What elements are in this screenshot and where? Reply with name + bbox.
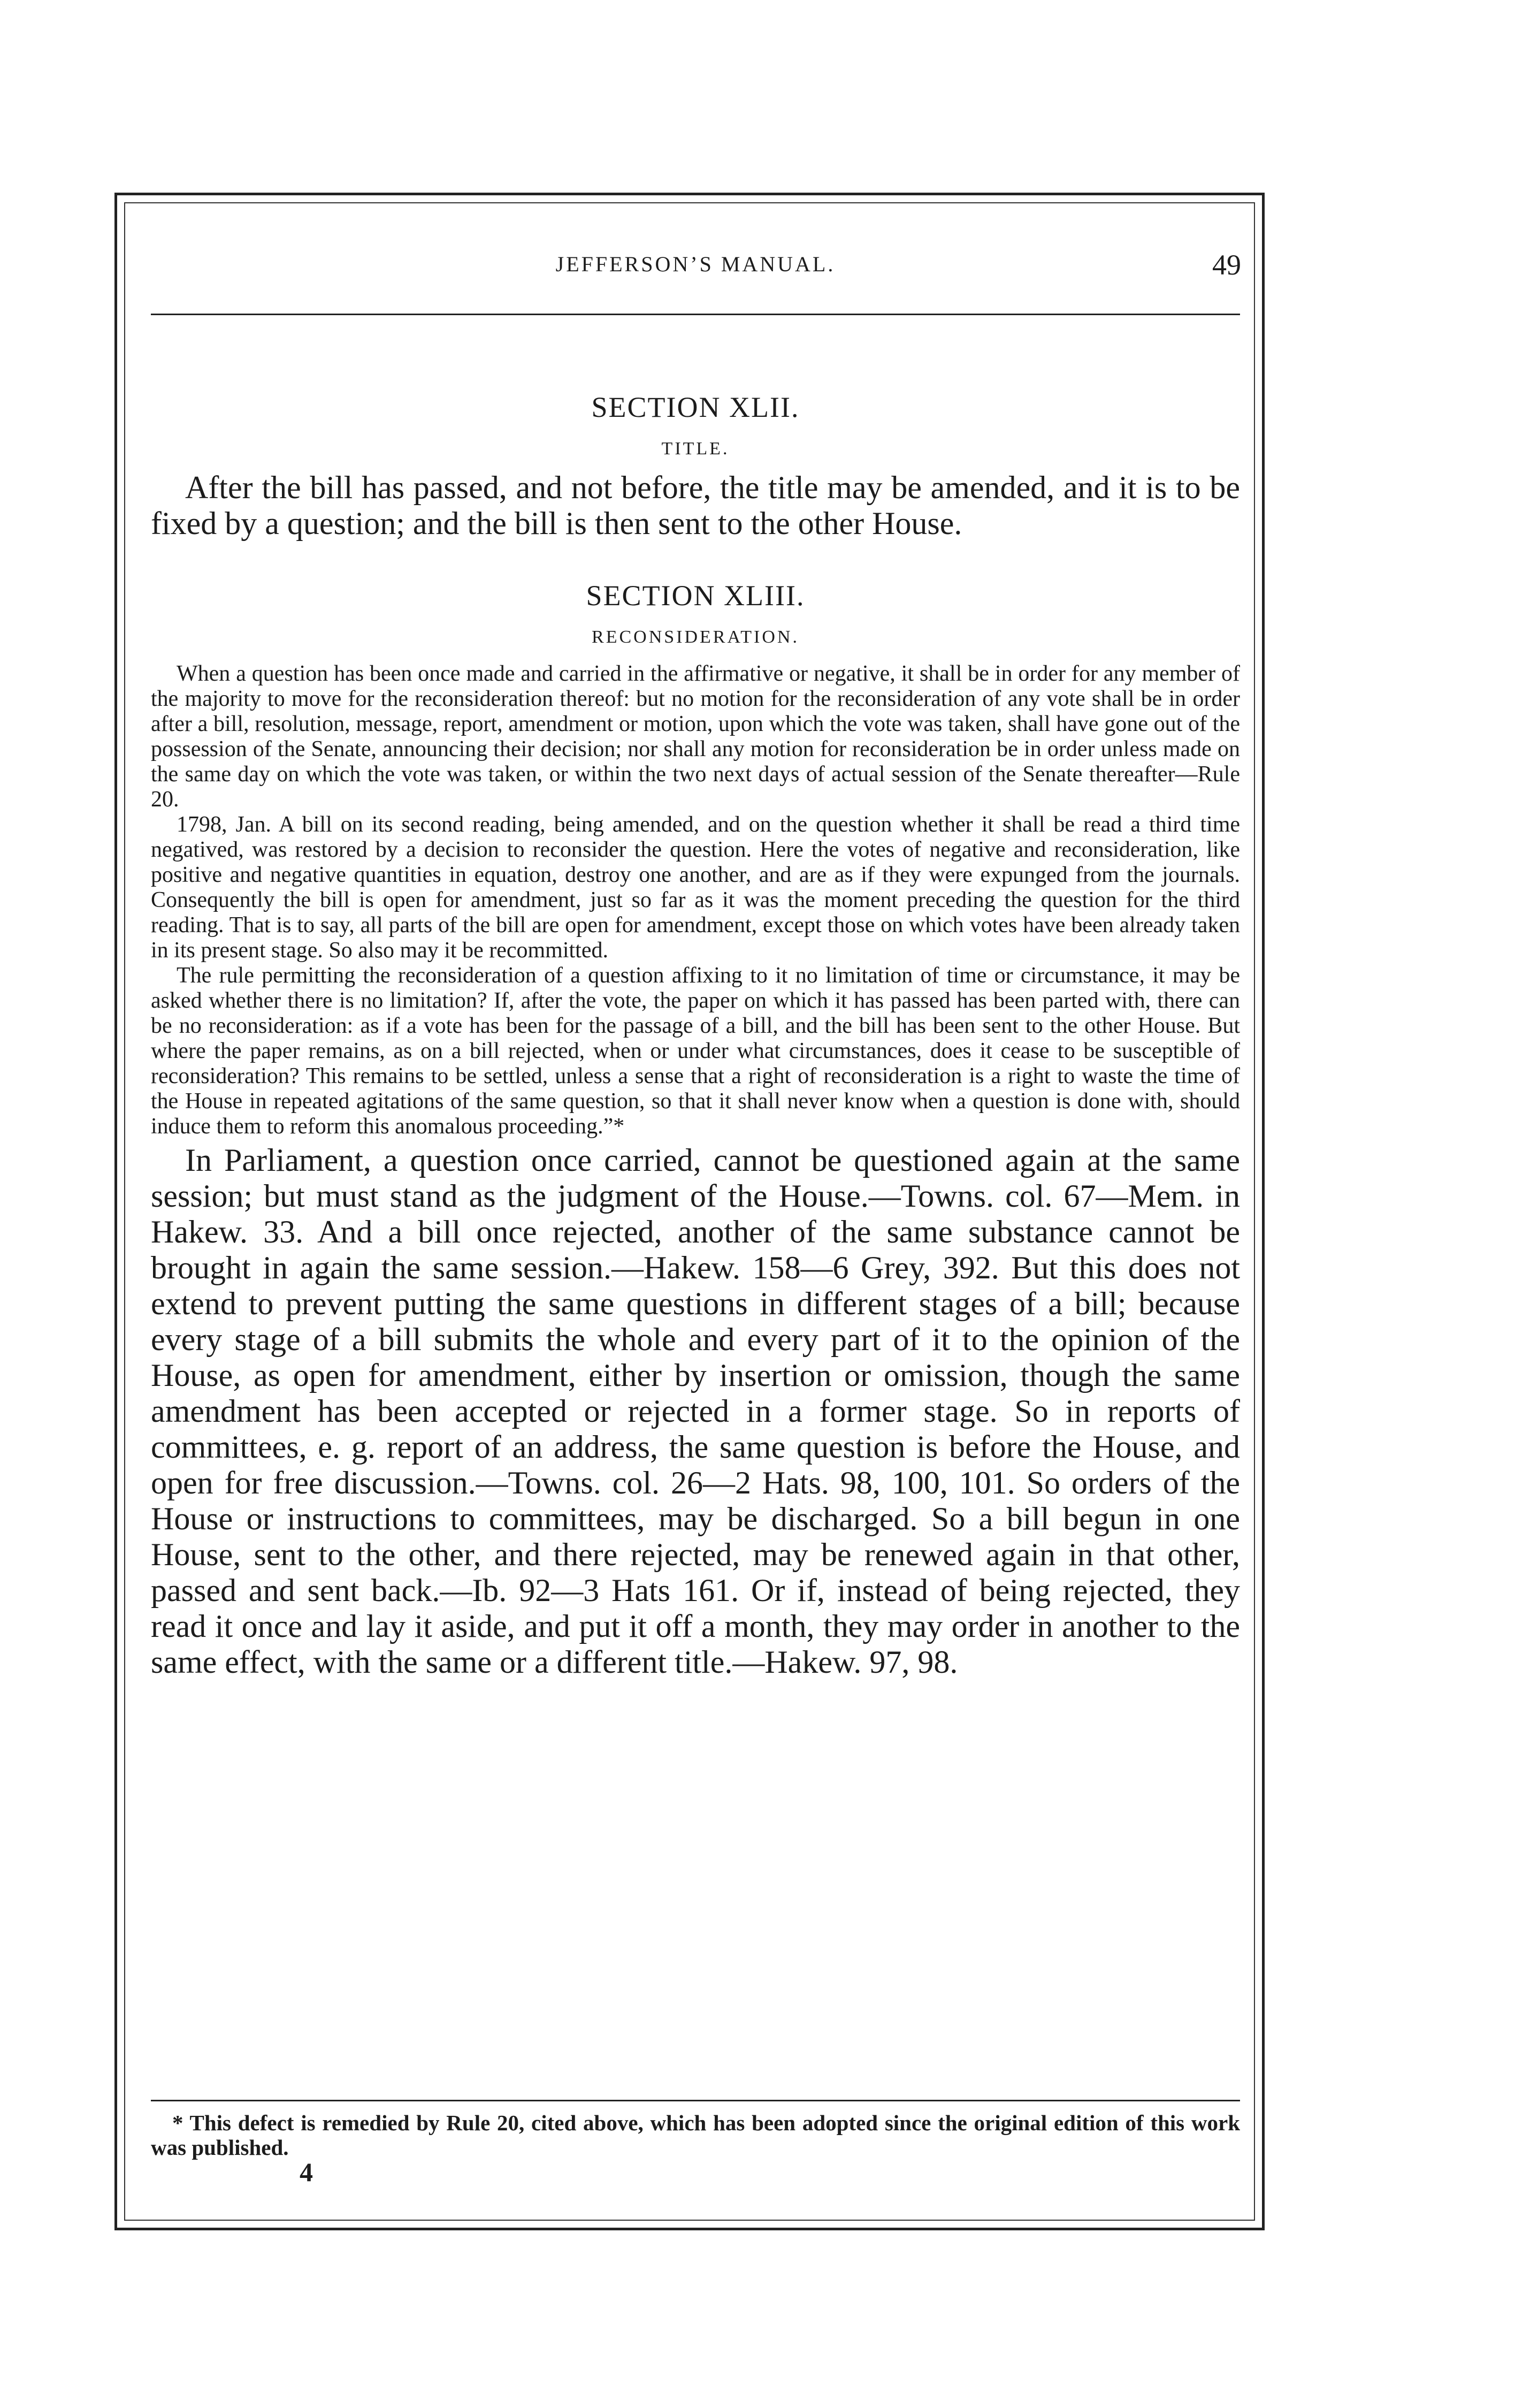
limitation-paragraph: The rule permitting the reconsideration of a question affixing to it no limitation of time or circumstance, it may be asked whether there is no limitation? If, after the vote, the paper on which it has passed has been parted with, there can be no reconsideration: as if a vote has been for the passage of a bill, and the bill has been sent to the other House. But where the paper remains, as on a bill rejected, when or under what circumstances, does it cease to be susceptible of reconsideration? This remains to be settled, unless a sense that a right of reconsideration is a right to waste the time of the House in repeated agitations of the same question, so that it shall never know when a question is done with, should induce them to reform this anomalous proceeding.”* (151, 963, 1240, 1139)
senate-rule-block (151, 661, 1240, 1139)
running-title: JEFFERSON’S MANUAL. (555, 252, 836, 276)
header-rule (151, 314, 1240, 315)
section-42-heading: SECTION XLII. (591, 391, 800, 423)
section-43-subheading: RECONSIDERATION. (592, 627, 799, 647)
footnote: * This defect is remedied by Rule 20, cited above, which has been adopted since the original edition of this work was published. (151, 2110, 1240, 2160)
section-42-subheading: TITLE. (661, 439, 730, 459)
parliament-paragraph: In Parliament, a question once carried, cannot be questioned again at the same session; but must stand as the judgment of the House.—Towns. col. 67—Mem. in Hakew. 33. And a bill once rejected, another of the same substance cannot be brought in again the same session.—Hakew. 158—6 Grey, 392. But this does not extend to prevent putting the same questions in different stages of a bill; because every stage of a bill submits the whole and every part of it to the opinion of the House, as open for amendment, either by insertion or omission, though the same amendment has been accepted or rejected in a former stage. So in reports of committees, e. g. report of an address, the same question is before the House, and open for free discussion.—Towns. col. 26—2 Hats. 98, 100, 101. So orders of the House or instructions to committees, may be discharged. So a bill begun in one House, sent to the other, and there rejected, may be renewed again in that other, passed and sent back.—Ib. 92—3 Hats 161. Or if, instead of being rejected, they read it once and lay it aside, and put it off a month, they may order in another to the same effect, with the same or a different title.—Hakew. 97, 98. (151, 1142, 1240, 1680)
precedent-paragraph: 1798, Jan. A bill on its second reading, being amended, and on the question whether it shall be read a third time negatived, was restored by a decision to reconsider the question. Here the votes of negative and reconsideration, like positive and negative quantities in equation, destroy one another, and are as if they were expunged from the journals. Consequently the bill is open for amendment, just so far as it was the moment preceding the question for the third reading. That is to say, all parts of the bill are open for amendment, except those on which votes have been already taken in its present stage. So also may it be recommitted. (151, 812, 1240, 963)
section-42-text: After the bill has passed, and not before, the title may be amended, and it is to be fixed by a question; and the bill is then sent to the other House. (151, 470, 1240, 541)
page-number: 49 (1212, 249, 1241, 281)
signature-mark: 4 (300, 2157, 313, 2187)
rule-paragraph: When a question has been once made and carried in the affirmative or negative, it shall be in order for any member of the majority to move for the reconsideration thereof: but no motion for the reconsideration of any vote shall be in order after a bill, resolution, message, report, amendment or motion, upon which the vote was taken, shall have gone out of the possession of the Senate, announcing their decision; nor shall any motion for reconsideration be in order unless made on the same day on which the vote was taken, or within the two next days of actual session of the Senate thereafter—Rule 20. (151, 661, 1240, 812)
footnote-rule (151, 2100, 1240, 2101)
page-header (150, 249, 1241, 289)
page-body (151, 353, 1240, 1680)
section-43-heading: SECTION XLIII. (586, 580, 805, 612)
